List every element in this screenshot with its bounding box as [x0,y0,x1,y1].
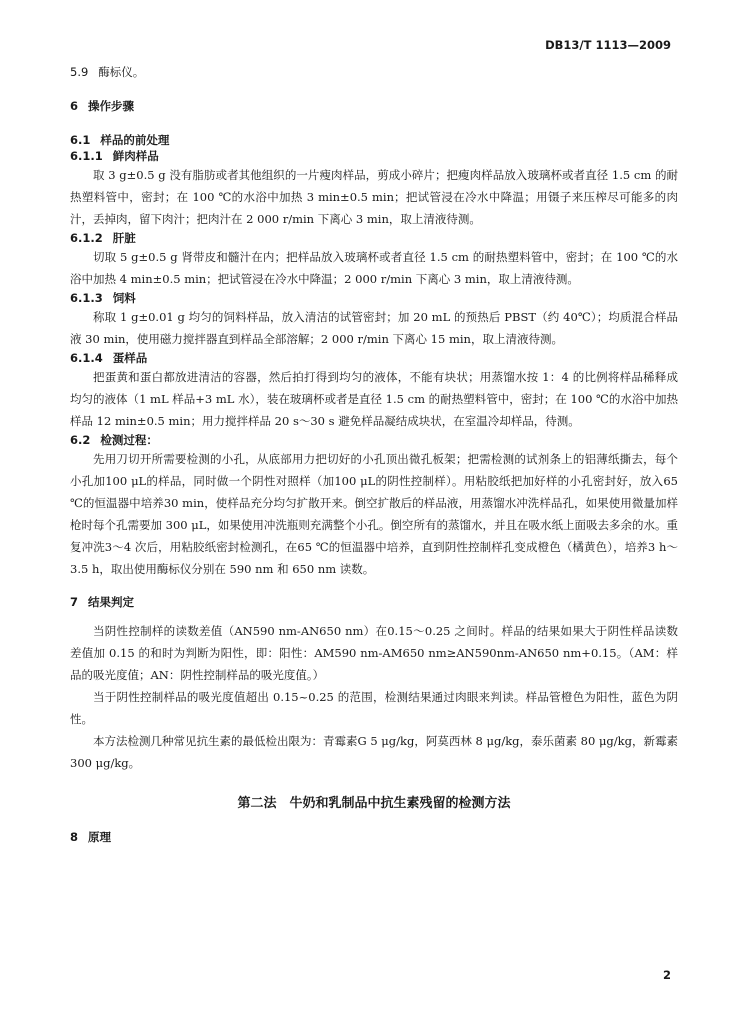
detection-procedure: 先用刀切开所需要检测的小孔，从底部用力把切好的小孔顶出微孔板架；把需检测的试剂条上的铝薄纸撕去，每个小孔加100 μL的样品，同时做一个阴性对照样（加100 μL的阴性控制样）。用粘胶纸把加好样的小孔密封好，放入65 ℃的恒温器中培养30 min，使样品充分均匀扩散开来。倒空扩散后的样品液，用蒸馏水冲洗样品孔，如果使用微量加样枪时每个孔需要加 300 μL，如果使用冲洗瓶则充满整个小孔。倒空所有的蒸馏水，并且在吸水纸上面吸去多余的水。重复冲洗3～4 次后，用粘胶纸密封检测孔，在65 ℃的恒温器中培养，直到阴性控制样孔变成橙色（橘黄色），培养3 h～3.5 h，取出使用酶标仪分别在 590 nm 和 650 nm 读数。 [70,452,678,576]
section-6-1 [70,132,678,148]
section-number: 6 [70,99,79,113]
section-title: 操作步骤 [88,99,135,113]
page-content [70,64,678,845]
section-number: 6.1 [70,133,91,147]
section-6-2 [70,432,678,448]
section-8 [70,829,678,845]
method-2-title: 第二法 牛奶和乳制品中抗生素残留的检测方法 [237,796,511,811]
section-title: 检测过程： [100,433,158,447]
section-number: 5.9 [70,65,89,79]
section-5-9 [70,64,678,80]
section-number: 6.1.3 [70,291,103,305]
section-7 [70,594,678,610]
section-number: 6.2 [70,433,91,447]
section-6 [70,98,678,114]
section-title: 饲料 [112,291,136,305]
visual-judgement-paragraph: 当于阴性控制样品的吸光度值超出 0.15~0.25 的范围，检测结果通过肉眼来判读。样品管橙色为阳性，蓝色为阴性。 [70,690,678,726]
section-number: 6.1.1 [70,149,103,163]
section-title: 原理 [88,830,112,844]
section-title: 结果判定 [88,595,135,609]
section-6-1-3 [70,290,678,306]
egg-procedure: 把蛋黄和蛋白都放进清洁的容器，然后拍打得到均匀的液体，不能有块状；用蒸馏水按 1：4 的比例将样品稀释成均匀的液体（1 mL 样品+3 mL 水），装在玻璃杯或者是直径 1.5 cm 的耐热塑料管中，密封；在 100 ℃的水浴中加热样品 12 min±0.5 min；用力搅拌样品 20 s～30 s 避免样品凝结成块状，在室温冷却样品，待测。 [70,370,678,428]
section-title: 蛋样品 [112,351,148,365]
page-number: 2 [662,968,671,982]
section-number: 6.1.4 [70,351,103,365]
feed-procedure: 称取 1 g±0.01 g 均匀的饲料样品，放入清洁的试管密封；加 20 mL 的预热后 PBST（约 40℃）；均质混合样品液 30 min，使用磁力搅拌器直到样品全部溶解；2 000 r/min 下离心 15 min，取上清液待测。 [70,310,678,346]
section-number: 8 [70,830,79,844]
section-title: 样品的前处理 [100,133,170,147]
fresh-meat-procedure: 取 3 g±0.5 g 没有脂肪或者其他组织的一片瘦肉样品，剪成小碎片；把瘦肉样品放入玻璃杯或者直径 1.5 cm 的耐热塑料管中，密封；在 100 ℃的水浴中加热 3 min±0.5 min；把试管浸在冷水中降温；用镊子来压榨尽可能多的肉汁，丢掉肉，留下肉汁；把肉汁在 2 000 r/min 下离心 3 min，取上清液待测。 [70,168,678,226]
section-6-1-1 [70,148,678,164]
section-number: 7 [70,595,79,609]
section-6-1-4 [70,350,678,366]
section-title: 肝脏 [112,231,136,245]
detection-limit-paragraph: 本方法检测几种常见抗生素的最低检出限为：青霉素G 5 μg/kg，阿莫西林 8 μg/kg，泰乐菌素 80 μg/kg，新霉素 300 μg/kg。 [70,734,679,770]
result-criteria-paragraph: 当阴性控制样的读数差值（AN590 nm-AN650 nm）在0.15～0.25 之间时。样品的结果如果大于阴性样品读数差值加 0.15 的和时为判断为阳性，即：阳性：AM590 nm-AM650 nm≥AN590nm-AN650 nm+0.15。（AM：样品的吸光度值；AN：阴性控制样品的吸光度值。） [70,624,678,682]
section-title: 鲜肉样品 [112,149,159,163]
standard-code: DB13/T 1113—2009 [545,38,671,52]
section-number: 6.1.2 [70,231,103,245]
section-6-1-2 [70,230,678,246]
liver-procedure: 切取 5 g±0.5 g 肾带皮和髓汁在内；把样品放入玻璃杯或者直径 1.5 cm 的耐热塑料管中，密封；在 100 ℃的水浴中加热 4 min±0.5 min；把试管浸在冷水中降温；2 000 r/min 下离心 3 min，取上清液待测。 [70,250,678,286]
section-title: 酶标仪。 [98,65,145,79]
